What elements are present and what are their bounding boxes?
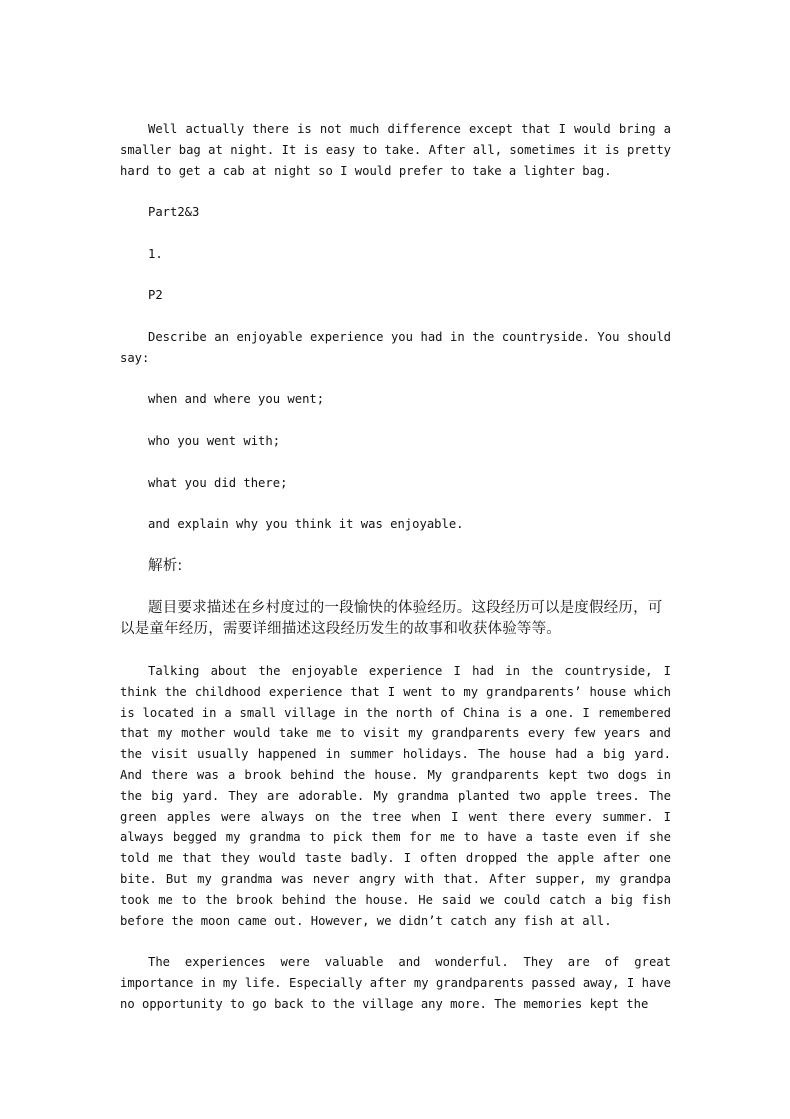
paragraph-spacer bbox=[120, 931, 671, 952]
cue-point-why: and explain why you think it was enjoyable. bbox=[148, 517, 464, 532]
section-heading-part: Part2&3 bbox=[148, 205, 200, 220]
paragraph-spacer bbox=[120, 306, 671, 327]
analysis-label: 解析: bbox=[148, 557, 183, 574]
paragraph-spacer bbox=[120, 577, 671, 598]
paragraph-spacer bbox=[120, 410, 671, 431]
paragraph-spacer bbox=[120, 265, 671, 286]
paragraph-intro-answer: Well actually there is not much difference except that I would bring a smaller bag at night. It is easy to take. After all, sometimes it is pretty hard to get a cab at night so I would prefer to take a lighter bag. bbox=[120, 122, 671, 178]
paragraph-spacer bbox=[120, 369, 671, 390]
part-label: P2 bbox=[148, 288, 163, 303]
paragraph-spacer bbox=[120, 493, 671, 514]
cue-point-who: who you went with; bbox=[148, 433, 281, 448]
sample-answer-paragraph-1: Talking about the enjoyable experience I had in the countryside, I think the childhood experience that I went to my grandparents’ house which is located in a small village in the north of China is a one. I remembered that my mother would take me to visit my grandparents every few years and the visit usually happened in summer holidays. The house had a big yard. And there was a brook behind the house. My grandparents kept two dogs in the big yard. They are adorable. My grandma planted two apple trees. The green apples were always on the tree when I went there every summer. I always begged my grandma to pick them for me to have a taste even if she told me that they would taste badly. I often dropped the apple after one bite. But my grandma was never angry with that. After supper, my grandpa took me to the brook behind the house. He said we could catch a big fish before the moon came out. However, we didn’t catch any fish at all. bbox=[120, 664, 671, 928]
cue-point-when-where: when and where you went; bbox=[148, 392, 325, 407]
question-number: 1. bbox=[148, 246, 163, 261]
analysis-text: 题目要求描述在乡村度过的一段愉快的体验经历。这段经历可以是度假经历，可以是童年经历，需要详细描述这段经历发生的故事和收获体验等等。 bbox=[120, 599, 663, 637]
paragraph-spacer bbox=[120, 181, 671, 202]
document-body bbox=[120, 119, 671, 1015]
cue-card-prompt: Describe an enjoyable experience you had in the countryside. You should say: bbox=[120, 329, 671, 365]
paragraph-spacer bbox=[120, 452, 671, 473]
paragraph-spacer bbox=[120, 640, 671, 662]
paragraph-spacer bbox=[120, 535, 671, 556]
sample-answer-paragraph-2: The experiences were valuable and wonderful. They are of great importance in my life. Especially after my grandparents passed away, I have no opportunity to go back to the village any more. The memories kept the bbox=[120, 955, 671, 1011]
cue-point-what: what you did there; bbox=[148, 475, 288, 490]
paragraph-spacer bbox=[120, 223, 671, 244]
